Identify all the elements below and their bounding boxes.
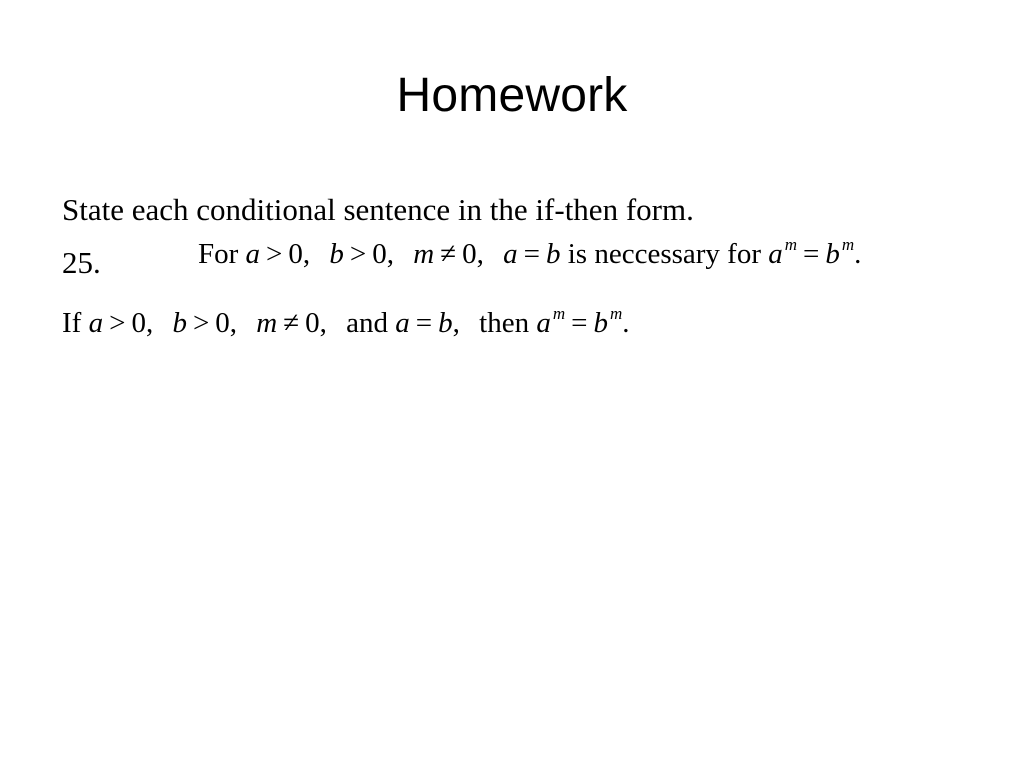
- answer-lead: If: [62, 307, 82, 339]
- statement-condition-4-right: b: [546, 238, 561, 270]
- answer-conclusion-op: =: [571, 307, 588, 339]
- problem-number: 25.: [62, 245, 101, 280]
- statement-conclusion-base-2: b: [825, 238, 840, 270]
- answer-statement: [62, 304, 630, 342]
- statement-connector: is neccessary for: [567, 238, 761, 270]
- statement-conclusion-op: =: [803, 238, 820, 270]
- statement-condition-4-op: =: [523, 238, 540, 270]
- answer-condition-4-op: =: [415, 307, 433, 339]
- statement-lead: For: [198, 238, 239, 270]
- answer-condition-3-var: m: [256, 307, 278, 339]
- answer-condition-2-val: 0,: [215, 307, 238, 339]
- answer-condition-3-val: 0,: [305, 307, 327, 339]
- statement-condition-1-op: >: [266, 238, 283, 270]
- statement-condition-4-left: a: [503, 238, 518, 270]
- answer-condition-4-end: ,: [452, 307, 460, 339]
- statement-condition-1-val: 0,: [288, 238, 311, 270]
- answer-conclusion-exponent-2: m: [609, 304, 623, 323]
- statement-condition-1-var: a: [245, 238, 261, 270]
- statement-condition-3-val: 0,: [462, 238, 484, 270]
- statement-end: .: [854, 238, 862, 270]
- answer-and: and: [346, 307, 389, 339]
- statement-condition-2-op: >: [349, 238, 367, 270]
- answer-condition-4-right: b: [438, 307, 453, 339]
- problem-statement: [198, 235, 861, 273]
- answer-condition-3-op: ≠: [283, 307, 300, 339]
- statement-condition-2-var: b: [329, 238, 344, 270]
- statement-condition-3-var: m: [413, 238, 435, 270]
- answer-condition-2-var: b: [172, 307, 187, 339]
- statement-condition-3-op: ≠: [440, 238, 457, 270]
- answer-conclusion-base-2: b: [593, 307, 608, 339]
- statement-conclusion-base-1: a: [768, 238, 783, 270]
- statement-conclusion-exponent-2: m: [841, 235, 855, 254]
- answer-condition-1-var: a: [88, 307, 104, 339]
- answer-condition-1-val: 0,: [131, 307, 154, 339]
- answer-condition-4-left: a: [395, 307, 410, 339]
- slide-title: Homework: [396, 69, 628, 122]
- statement-condition-2-val: 0,: [372, 238, 395, 270]
- answer-condition-2-op: >: [192, 307, 210, 339]
- statement-conclusion-exponent-1: m: [784, 235, 798, 254]
- answer-end: .: [622, 307, 630, 339]
- answer-condition-1-op: >: [109, 307, 126, 339]
- instruction-text: State each conditional sentence in the if-then form.: [62, 192, 694, 227]
- answer-conclusion-base-1: a: [536, 307, 551, 339]
- answer-then: then: [479, 307, 530, 339]
- answer-conclusion-exponent-1: m: [552, 304, 566, 323]
